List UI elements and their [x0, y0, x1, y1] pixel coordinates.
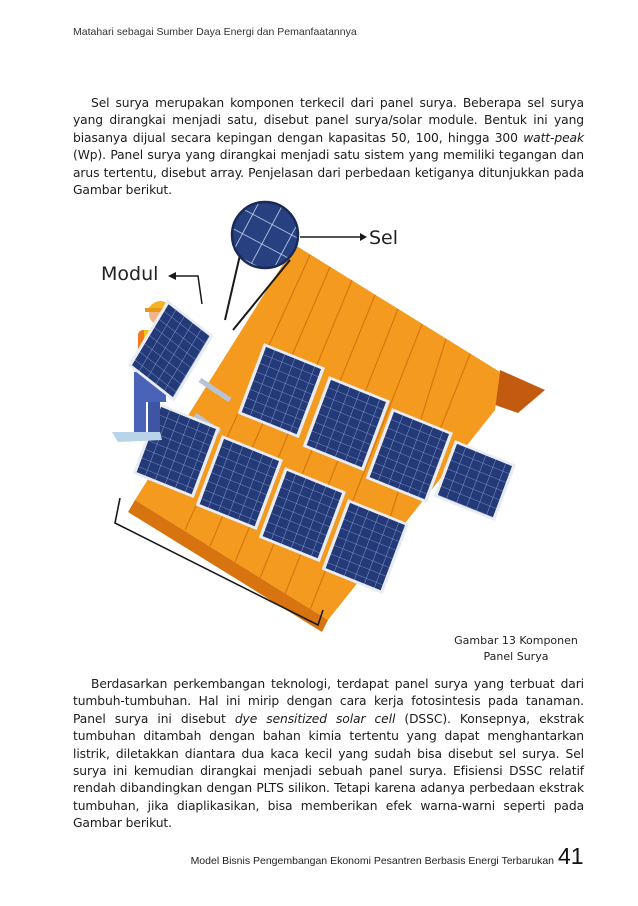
paragraph-text: (DSSC). Konsepnya, ekstrak tumbuhan ditambah dengan bahan kimia tertentu yang dapat menghantarkan listrik, diletakkan diantara dua kaca kecil yang sudah bisa disebut sel surya. Sel surya ini kemudian dirangkai menjadi sebuah panel surya. Efisiensi DSSC relatif rendah dibandingkan dengan PLTS silikon. Tetapi karena adanya perbedaan ekstrak tumbuhan, jika diaplikasikan, bisa memberikan efek warna-warni seperti pada Gambar berikut.	[73, 711, 584, 831]
paragraph-text: Berdasarkan perkembangan teknologi, terdapat panel surya yang terbuat dari tumbuh-tumbuhan. Hal ini mirip dengan cara kerja fotosintesis pada tanaman. Panel surya ini disebut	[73, 677, 584, 726]
paragraph-text: (Wp). Panel surya yang dirangkai menjadi satu sistem yang memiliki tegangan dan arus tertentu, disebut array. Penjelasan dari perbedaan ketiganya ditunjukkan pada Gambar berikut.	[73, 148, 584, 198]
figure-caption	[446, 633, 586, 665]
running-header: Matahari sebagai Sumber Daya Energi dan Pemanfaatannya	[73, 26, 357, 38]
footer-book-title: Model Bisnis Pengembangan Ekonomi Pesantren Berbasis Energi Terbarukan	[190, 855, 554, 867]
paragraph-dssc	[73, 676, 584, 833]
paragraph-intro	[73, 95, 584, 199]
paragraph-text: Sel surya merupakan komponen terkecil dari panel surya. Beberapa sel surya yang dirangkai menjadi satu, disebut panel surya/solar module. Bentuk ini yang biasanya dijual secara kepingan dengan kapasitas 50, 100, hingga 300	[73, 96, 584, 145]
label-cell: Sel	[369, 227, 399, 249]
caption-line: Gambar 13 Komponen	[454, 634, 578, 647]
solar-roof-illustration	[90, 200, 570, 640]
label-module: Modul	[101, 263, 159, 285]
italic-term: watt-peak	[523, 130, 584, 145]
roof-side	[495, 370, 545, 413]
caption-line: Panel Surya	[483, 650, 549, 663]
italic-term: dye sensitized solar cell	[234, 711, 396, 726]
solar-panel-figure	[90, 200, 570, 640]
page-number: 41	[558, 843, 584, 869]
